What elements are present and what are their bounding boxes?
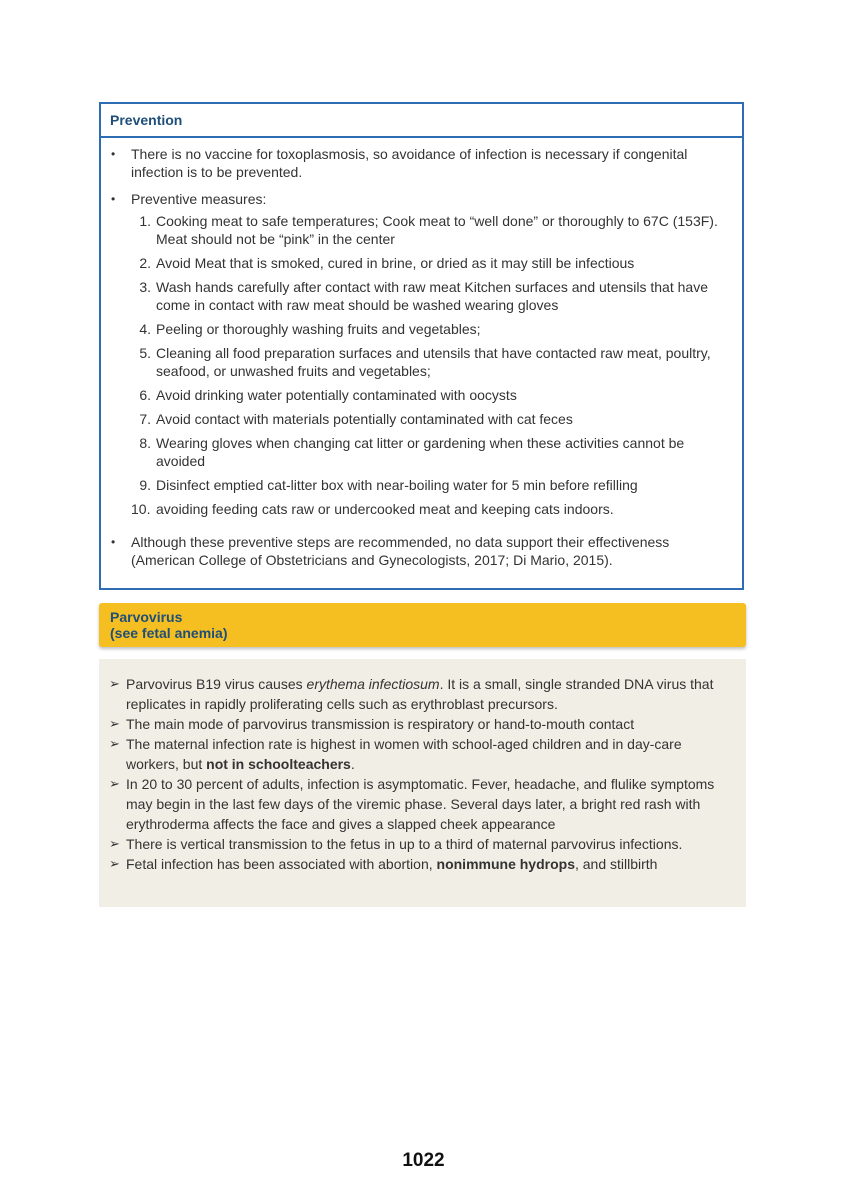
item-text: Parvovirus B19 virus causes <box>126 676 307 692</box>
item-number: 9. <box>139 477 151 493</box>
item-number: 5. <box>139 345 151 361</box>
bullet-item <box>111 533 730 569</box>
list-item <box>131 500 730 518</box>
arrow-bullet-icon: ➢ <box>109 776 120 791</box>
bold-text: not in schoolteachers <box>206 756 351 772</box>
arrow-bullet-icon: ➢ <box>109 836 120 851</box>
item-text: Peeling or thoroughly washing fruits and vegetables; <box>156 321 481 337</box>
list-item <box>131 212 730 248</box>
item-number: 1. <box>139 213 151 229</box>
bullet-text: There is no vaccine for toxoplasmosis, so avoidance of infection is necessary if congenital infection is to be prevented. <box>131 146 688 180</box>
item-text: There is vertical transmission to the fetus in up to a third of maternal parvovirus infections. <box>126 836 683 852</box>
parvovirus-header <box>99 603 746 647</box>
list-item <box>131 476 730 494</box>
item-text: Wearing gloves when changing cat litter or gardening when these activities cannot be avoided <box>156 435 685 469</box>
arrow-bullet-icon: ➢ <box>109 856 120 871</box>
list-item <box>131 344 730 380</box>
list-item <box>131 278 730 314</box>
list-item <box>131 410 730 428</box>
parvovirus-content <box>99 659 746 907</box>
bullet-icon: • <box>111 535 116 549</box>
item-number: 4. <box>139 321 151 337</box>
item-number: 6. <box>139 387 151 403</box>
item-text: Wash hands carefully after contact with raw meat Kitchen surfaces and utensils that have come in contact with raw meat should be washed wearing gloves <box>156 279 708 313</box>
item-number: 2. <box>139 255 151 271</box>
bold-text: nonimmune hydrops <box>436 856 575 872</box>
item-number: 8. <box>139 435 151 451</box>
item-number: 7. <box>139 411 151 427</box>
emphasis-text: erythema infectiosum <box>306 676 440 692</box>
item-text: , and stillbirth <box>574 856 658 872</box>
item-text: In 20 to 30 percent of adults, infection is asymptomatic. Fever, headache, and flulike symptoms may begin in the last few days of the viremic phase. Several days later, a bright red rash with erythroderma affects the face and gives a slapped cheek appearance <box>126 776 715 832</box>
parvovirus-title: Parvovirus <box>110 609 183 625</box>
list-item <box>109 714 734 734</box>
list-item <box>109 854 734 874</box>
item-text: The main mode of parvovirus transmission is respiratory or hand-to-mouth contact <box>126 716 635 732</box>
bullet-icon: • <box>111 147 116 161</box>
prevention-title: Prevention <box>101 104 742 138</box>
parvovirus-subtitle: (see fetal anemia) <box>110 625 228 641</box>
list-item <box>109 734 734 774</box>
item-text: Disinfect emptied cat-litter box with near-boiling water for 5 min before refilling <box>156 477 638 493</box>
item-text: . <box>350 756 355 772</box>
item-text: Fetal infection has been associated with abortion, <box>126 856 437 872</box>
bullet-text: Although these preventive steps are recommended, no data support their effectiveness (American College of Obstetricians and Gynecologists, 2017; Di Mario, 2015). <box>131 534 670 568</box>
list-item <box>109 834 734 854</box>
arrow-bullet-icon: ➢ <box>109 716 120 731</box>
list-item <box>131 254 730 272</box>
item-text: avoiding feeding cats raw or undercooked meat and keeping cats indoors. <box>156 501 614 517</box>
item-text: The maternal infection rate is highest in women with school-aged children and in day-care workers, but <box>126 736 682 772</box>
item-text: Cleaning all food preparation surfaces and utensils that have contacted raw meat, poultry, seafood, or unwashed fruits and vegetables; <box>156 345 711 379</box>
item-text: Avoid drinking water potentially contaminated with oocysts <box>156 387 517 403</box>
page-number: 1022 <box>402 1150 445 1171</box>
prevention-box <box>99 102 744 590</box>
item-number: 3. <box>139 279 151 295</box>
bullet-icon: • <box>111 192 116 206</box>
item-text: Cooking meat to safe temperatures; Cook meat to “well done” or thoroughly to 67C (153F). Meat should not be “pink” in the center <box>156 213 718 247</box>
item-number: 10. <box>131 501 151 517</box>
list-item <box>131 320 730 338</box>
item-text: Avoid contact with materials potentially contaminated with cat feces <box>156 411 573 427</box>
list-item <box>109 774 734 834</box>
item-text: Avoid Meat that is smoked, cured in brine, or dried as it may still be infectious <box>156 255 635 271</box>
arrow-bullet-icon: ➢ <box>109 736 120 751</box>
prevention-content <box>101 138 742 569</box>
measures-list <box>131 212 730 518</box>
list-item <box>131 386 730 404</box>
bullet-text: Preventive measures: <box>131 191 267 207</box>
list-item <box>131 434 730 470</box>
bullet-item <box>111 145 730 181</box>
bullet-item <box>111 190 730 524</box>
item-text: . It is a small, single stranded DNA virus that replicates in rapidly proliferating cells such as erythroblast precursors. <box>126 676 714 712</box>
list-item <box>109 674 734 714</box>
arrow-bullet-icon: ➢ <box>109 676 120 691</box>
